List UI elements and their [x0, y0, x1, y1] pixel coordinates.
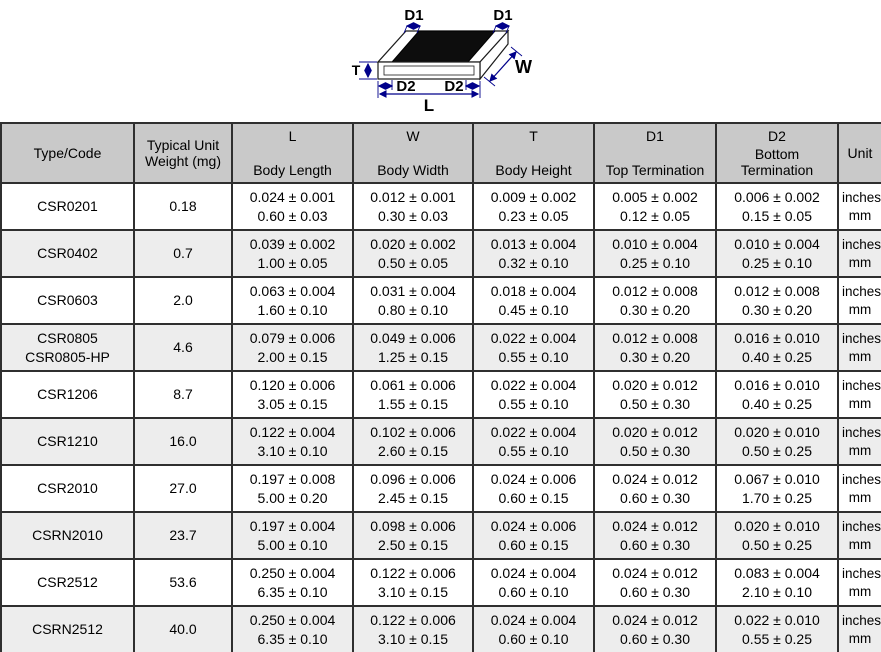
- dim-ext-w-upper: [511, 47, 522, 56]
- cell-L: 0.024 ± 0.001 0.60 ± 0.03: [232, 183, 353, 230]
- cell-D1: 0.020 ± 0.012 0.50 ± 0.30: [594, 418, 716, 465]
- table-row: [1, 512, 881, 559]
- cell-weight: 8.7: [134, 371, 232, 418]
- col-symbol-W: W: [406, 128, 420, 144]
- cell-D1: 0.024 ± 0.012 0.60 ± 0.30: [594, 465, 716, 512]
- cell-W: 0.098 ± 0.006 2.50 ± 0.15: [353, 512, 473, 559]
- col-symbol-D2: D2: [768, 128, 786, 144]
- cell-W: 0.102 ± 0.006 2.60 ± 0.15: [353, 418, 473, 465]
- cell-W: 0.012 ± 0.001 0.30 ± 0.03: [353, 183, 473, 230]
- cell-L: 0.197 ± 0.004 5.00 ± 0.10: [232, 512, 353, 559]
- cell-D2: 0.012 ± 0.008 0.30 ± 0.20: [716, 277, 838, 324]
- cell-D2: 0.022 ± 0.010 0.55 ± 0.25: [716, 606, 838, 652]
- cell-T: 0.022 ± 0.004 0.55 ± 0.10: [473, 418, 594, 465]
- table-row: [1, 324, 881, 371]
- cell-type-code: CSR0402: [1, 230, 134, 277]
- cell-L: 0.197 ± 0.008 5.00 ± 0.20: [232, 465, 353, 512]
- cell-weight: 4.6: [134, 324, 232, 371]
- cell-type-code: CSR2010: [1, 465, 134, 512]
- col-header-type-code: Type/Code: [1, 123, 134, 183]
- col-name-W: Body Width: [377, 162, 449, 178]
- cell-unit: inches mm: [838, 418, 881, 465]
- cell-W: 0.031 ± 0.004 0.80 ± 0.10: [353, 277, 473, 324]
- dim-label-l: L: [423, 96, 435, 115]
- cell-W: 0.061 ± 0.006 1.55 ± 0.15: [353, 371, 473, 418]
- cell-weight: 27.0: [134, 465, 232, 512]
- cell-T: 0.024 ± 0.006 0.60 ± 0.15: [473, 512, 594, 559]
- cell-type-code: CSR0603: [1, 277, 134, 324]
- cell-type-code: CSR0805 CSR0805-HP: [1, 324, 134, 371]
- chip-front-face: [378, 62, 480, 79]
- cell-D2: 0.020 ± 0.010 0.50 ± 0.25: [716, 512, 838, 559]
- table-row: [1, 371, 881, 418]
- cell-T: 0.024 ± 0.006 0.60 ± 0.15: [473, 465, 594, 512]
- cell-D1: 0.012 ± 0.008 0.30 ± 0.20: [594, 324, 716, 371]
- cell-type-code: CSR1206: [1, 371, 134, 418]
- cell-weight: 0.18: [134, 183, 232, 230]
- col-header-W: [353, 123, 473, 183]
- dim-ext-w-lower: [484, 77, 495, 86]
- dim-label-t: T: [351, 62, 361, 78]
- cell-L: 0.079 ± 0.006 2.00 ± 0.15: [232, 324, 353, 371]
- dimensions-table-body: [1, 183, 881, 652]
- cell-weight: 23.7: [134, 512, 232, 559]
- cell-unit: inches mm: [838, 559, 881, 606]
- cell-W: 0.049 ± 0.006 1.25 ± 0.15: [353, 324, 473, 371]
- col-symbol-L: L: [288, 128, 297, 144]
- col-header-weight: Typical Unit Weight (mg): [134, 123, 232, 183]
- cell-weight: 40.0: [134, 606, 232, 652]
- dimensions-table: [0, 122, 881, 652]
- cell-L: 0.120 ± 0.006 3.05 ± 0.15: [232, 371, 353, 418]
- table-row: [1, 559, 881, 606]
- table-row: [1, 230, 881, 277]
- cell-D2: 0.083 ± 0.004 2.10 ± 0.10: [716, 559, 838, 606]
- cell-type-code: CSR2512: [1, 559, 134, 606]
- cell-D2: 0.067 ± 0.010 1.70 ± 0.25: [716, 465, 838, 512]
- cell-D2: 0.006 ± 0.002 0.15 ± 0.05: [716, 183, 838, 230]
- cell-weight: 0.7: [134, 230, 232, 277]
- cell-unit: inches mm: [838, 371, 881, 418]
- cell-type-code: CSR0201: [1, 183, 134, 230]
- cell-weight: 16.0: [134, 418, 232, 465]
- dim-label-d2-left: D2: [396, 78, 416, 95]
- cell-D1: 0.024 ± 0.012 0.60 ± 0.30: [594, 606, 716, 652]
- cell-L: 0.063 ± 0.004 1.60 ± 0.10: [232, 277, 353, 324]
- cell-W: 0.122 ± 0.006 3.10 ± 0.15: [353, 606, 473, 652]
- cell-unit: inches mm: [838, 324, 881, 371]
- cell-L: 0.122 ± 0.004 3.10 ± 0.10: [232, 418, 353, 465]
- cell-W: 0.122 ± 0.006 3.10 ± 0.15: [353, 559, 473, 606]
- cell-D1: 0.010 ± 0.004 0.25 ± 0.10: [594, 230, 716, 277]
- cell-D1: 0.020 ± 0.012 0.50 ± 0.30: [594, 371, 716, 418]
- table-row: [1, 183, 881, 230]
- cell-T: 0.022 ± 0.004 0.55 ± 0.10: [473, 324, 594, 371]
- cell-weight: 2.0: [134, 277, 232, 324]
- cell-unit: inches mm: [838, 512, 881, 559]
- col-name-D2: Bottom Termination: [740, 146, 814, 178]
- col-symbol-D1: D1: [646, 128, 664, 144]
- table-row: [1, 277, 881, 324]
- cell-T: 0.024 ± 0.004 0.60 ± 0.10: [473, 606, 594, 652]
- cell-weight: 53.6: [134, 559, 232, 606]
- cell-L: 0.250 ± 0.004 6.35 ± 0.10: [232, 559, 353, 606]
- table-row: [1, 606, 881, 652]
- cell-T: 0.009 ± 0.002 0.23 ± 0.05: [473, 183, 594, 230]
- dim-label-d1-right: D1: [493, 7, 513, 24]
- cell-type-code: CSRN2512: [1, 606, 134, 652]
- cell-W: 0.096 ± 0.006 2.45 ± 0.15: [353, 465, 473, 512]
- cell-unit: inches mm: [838, 183, 881, 230]
- cell-D2: 0.016 ± 0.010 0.40 ± 0.25: [716, 324, 838, 371]
- table-row: [1, 418, 881, 465]
- table-header-row: [1, 123, 881, 183]
- cell-W: 0.020 ± 0.002 0.50 ± 0.05: [353, 230, 473, 277]
- cell-type-code: CSRN2010: [1, 512, 134, 559]
- col-header-D1: [594, 123, 716, 183]
- cell-D1: 0.024 ± 0.012 0.60 ± 0.30: [594, 559, 716, 606]
- cell-D1: 0.012 ± 0.008 0.30 ± 0.20: [594, 277, 716, 324]
- cell-D2: 0.020 ± 0.010 0.50 ± 0.25: [716, 418, 838, 465]
- cell-T: 0.018 ± 0.004 0.45 ± 0.10: [473, 277, 594, 324]
- dim-label-d1-left: D1: [404, 7, 424, 24]
- cell-unit: inches mm: [838, 277, 881, 324]
- cell-unit: inches mm: [838, 465, 881, 512]
- cell-L: 0.250 ± 0.004 6.35 ± 0.10: [232, 606, 353, 652]
- cell-D2: 0.010 ± 0.004 0.25 ± 0.10: [716, 230, 838, 277]
- col-header-T: [473, 123, 594, 183]
- col-header-unit: Unit: [838, 123, 881, 183]
- cell-D1: 0.024 ± 0.012 0.60 ± 0.30: [594, 512, 716, 559]
- col-name-L: Body Length: [253, 162, 332, 178]
- cell-D2: 0.016 ± 0.010 0.40 ± 0.25: [716, 371, 838, 418]
- cell-T: 0.024 ± 0.004 0.60 ± 0.10: [473, 559, 594, 606]
- col-header-L: [232, 123, 353, 183]
- cell-T: 0.013 ± 0.004 0.32 ± 0.10: [473, 230, 594, 277]
- cell-D1: 0.005 ± 0.002 0.12 ± 0.05: [594, 183, 716, 230]
- cell-L: 0.039 ± 0.002 1.00 ± 0.05: [232, 230, 353, 277]
- cell-unit: inches mm: [838, 606, 881, 652]
- resistor-dimension-diagram: [0, 0, 881, 120]
- col-symbol-T: T: [529, 128, 538, 144]
- dim-label-d2-right: D2: [444, 78, 464, 95]
- col-name-D1: Top Termination: [605, 162, 705, 178]
- dim-label-w: W: [515, 57, 532, 77]
- cell-type-code: CSR1210: [1, 418, 134, 465]
- col-header-D2: [716, 123, 838, 183]
- cell-unit: inches mm: [838, 230, 881, 277]
- col-name-T: Body Height: [495, 162, 572, 178]
- table-row: [1, 465, 881, 512]
- cell-T: 0.022 ± 0.004 0.55 ± 0.10: [473, 371, 594, 418]
